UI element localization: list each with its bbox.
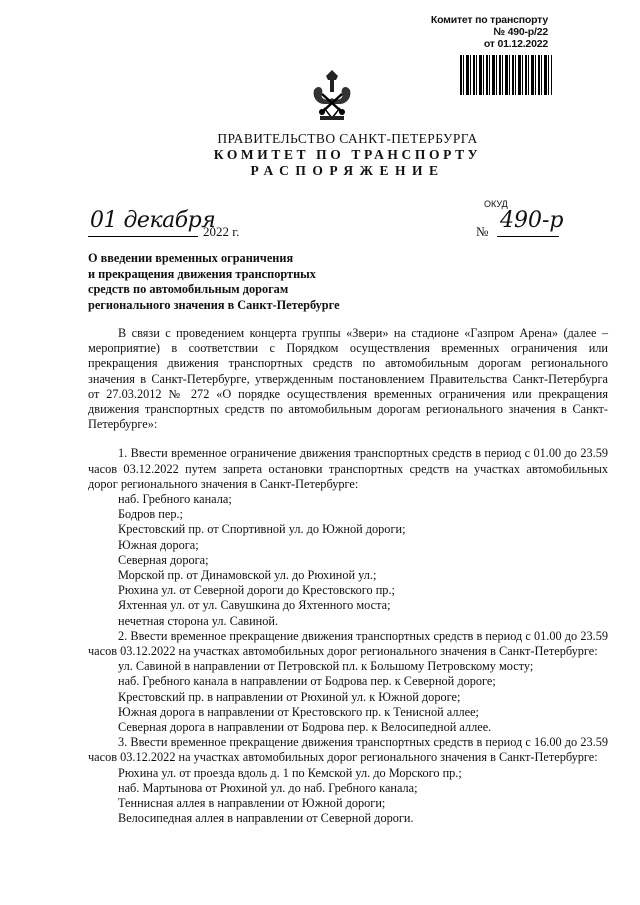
number-sign: № xyxy=(476,224,489,239)
subject-line: и прекращения движения транспортных xyxy=(88,266,316,281)
document-subject xyxy=(88,251,340,313)
subject-line: О введении временных ограничения xyxy=(88,251,294,265)
list-item: наб. Мартынова от Рюхиной ул. до наб. Гребного канала; xyxy=(118,780,418,795)
section-3-intro: 3. Ввести временное прекращение движения транспортных средств в период с 16.00 до 23.59 часов 03.12.2022 на участках автомобильных дорог регионального значения в Санкт-Петербурге: xyxy=(88,735,608,765)
section-1-intro: 1. Ввести временное ограничение движения транспортных средств в период с 01.00 до 23.59 часов 03.12.2022 путем запрета остановки транспортных средств на участках автомобильных дорог регионального значения в Санкт-Петербурге: xyxy=(88,446,608,491)
date-year: 2022 г. xyxy=(203,224,240,239)
list-item: Рюхина ул. от Северной дороги до Крестовского пр.; xyxy=(118,583,395,598)
list-item: наб. Гребного канала в направлении от Бодрова пер. к Северной дороге; xyxy=(118,674,496,689)
stamp-line-committee: Комитет по транспорту xyxy=(430,14,548,26)
handwritten-number: 490-р xyxy=(500,208,564,233)
list-item: Северная дорога; xyxy=(118,552,209,567)
list-item: наб. Гребного канала; xyxy=(118,492,232,507)
registration-stamp xyxy=(431,14,548,50)
subject-line: средств по автомобильным дорогам xyxy=(88,282,289,297)
list-item: Теннисная аллея в направлении от Южной дороги; xyxy=(118,796,386,811)
committee-title: КОМИТЕТ ПО ТРАНСПОРТУ xyxy=(213,147,482,162)
stamp-line-number: № 490-р/22 xyxy=(493,26,548,38)
list-item: Крестовский пр. от Спортивной ул. до Южной дороги; xyxy=(118,522,406,537)
government-title: ПРАВИТЕЛЬСТВО САНКТ-ПЕТЕРБУРГА xyxy=(217,131,478,146)
handwritten-date: 01 декабря xyxy=(90,208,216,233)
preamble-paragraph: В связи с проведением концерта группы «Звери» на стадионе «Газпром Арена» (далее – мероприятие) в соответствии с Порядком осуществления временных ограничения или прекращения движения транспортных средств по автомобильным дорогам регионального значения в Санкт-Петербурге, утвержденным постановлением Правительства Санкт-Петербурга от 27.03.2012 № 272 «О порядке осуществления временных ограничения или прекращения движения транспортных средств по автомобильным дорогам регионального значения в Санкт-Петербурге»: xyxy=(88,326,608,432)
section-2-intro: 2. Ввести временное прекращение движения транспортных средств в период с 01.00 до 23.59 часов 03.12.2022 на участках автомобильных дорог регионального значения в Санкт-Петербурге: xyxy=(88,628,608,659)
barcode xyxy=(460,55,552,95)
coat-of-arms-icon xyxy=(310,68,354,126)
list-item: нечетная сторона ул. Савиной. xyxy=(118,613,279,628)
document-body xyxy=(88,326,608,827)
list-item: Велосипедная аллея в направлении от Северной дороги. xyxy=(118,811,414,826)
list-item: Яхтенная ул. от ул. Савушкина до Яхтенного моста; xyxy=(118,598,391,613)
okud-label: ОКУД xyxy=(484,199,508,209)
stamp-line-date: от 01.12.2022 xyxy=(483,38,548,50)
list-item: Южная дорога; xyxy=(118,537,199,552)
document-type: РАСПОРЯЖЕНИЕ xyxy=(250,163,445,178)
list-item: ул. Савиной в направлении от Петровской пл. к Большому Петровскому мосту; xyxy=(118,659,534,674)
list-item: Южная дорога в направлении от Крестовского пр. к Тенисной аллее; xyxy=(118,704,479,719)
date-underline xyxy=(88,236,198,237)
number-underline xyxy=(497,236,559,237)
list-item: Морской пр. от Динамовской ул. до Рюхиной ул.; xyxy=(118,568,377,583)
list-item: Рюхина ул. от проезда вдоль д. 1 по Кемской ул. до Морского пр.; xyxy=(118,765,462,780)
list-item: Крестовский пр. в направлении от Рюхиной ул. к Южной дороге; xyxy=(118,689,461,704)
list-item: Северная дорога в направлении от Бодрова пер. к Велосипедной аллее. xyxy=(118,720,492,735)
subject-line: регионального значения в Санкт-Петербурге xyxy=(88,297,340,312)
list-item: Бодров пер.; xyxy=(118,507,183,522)
